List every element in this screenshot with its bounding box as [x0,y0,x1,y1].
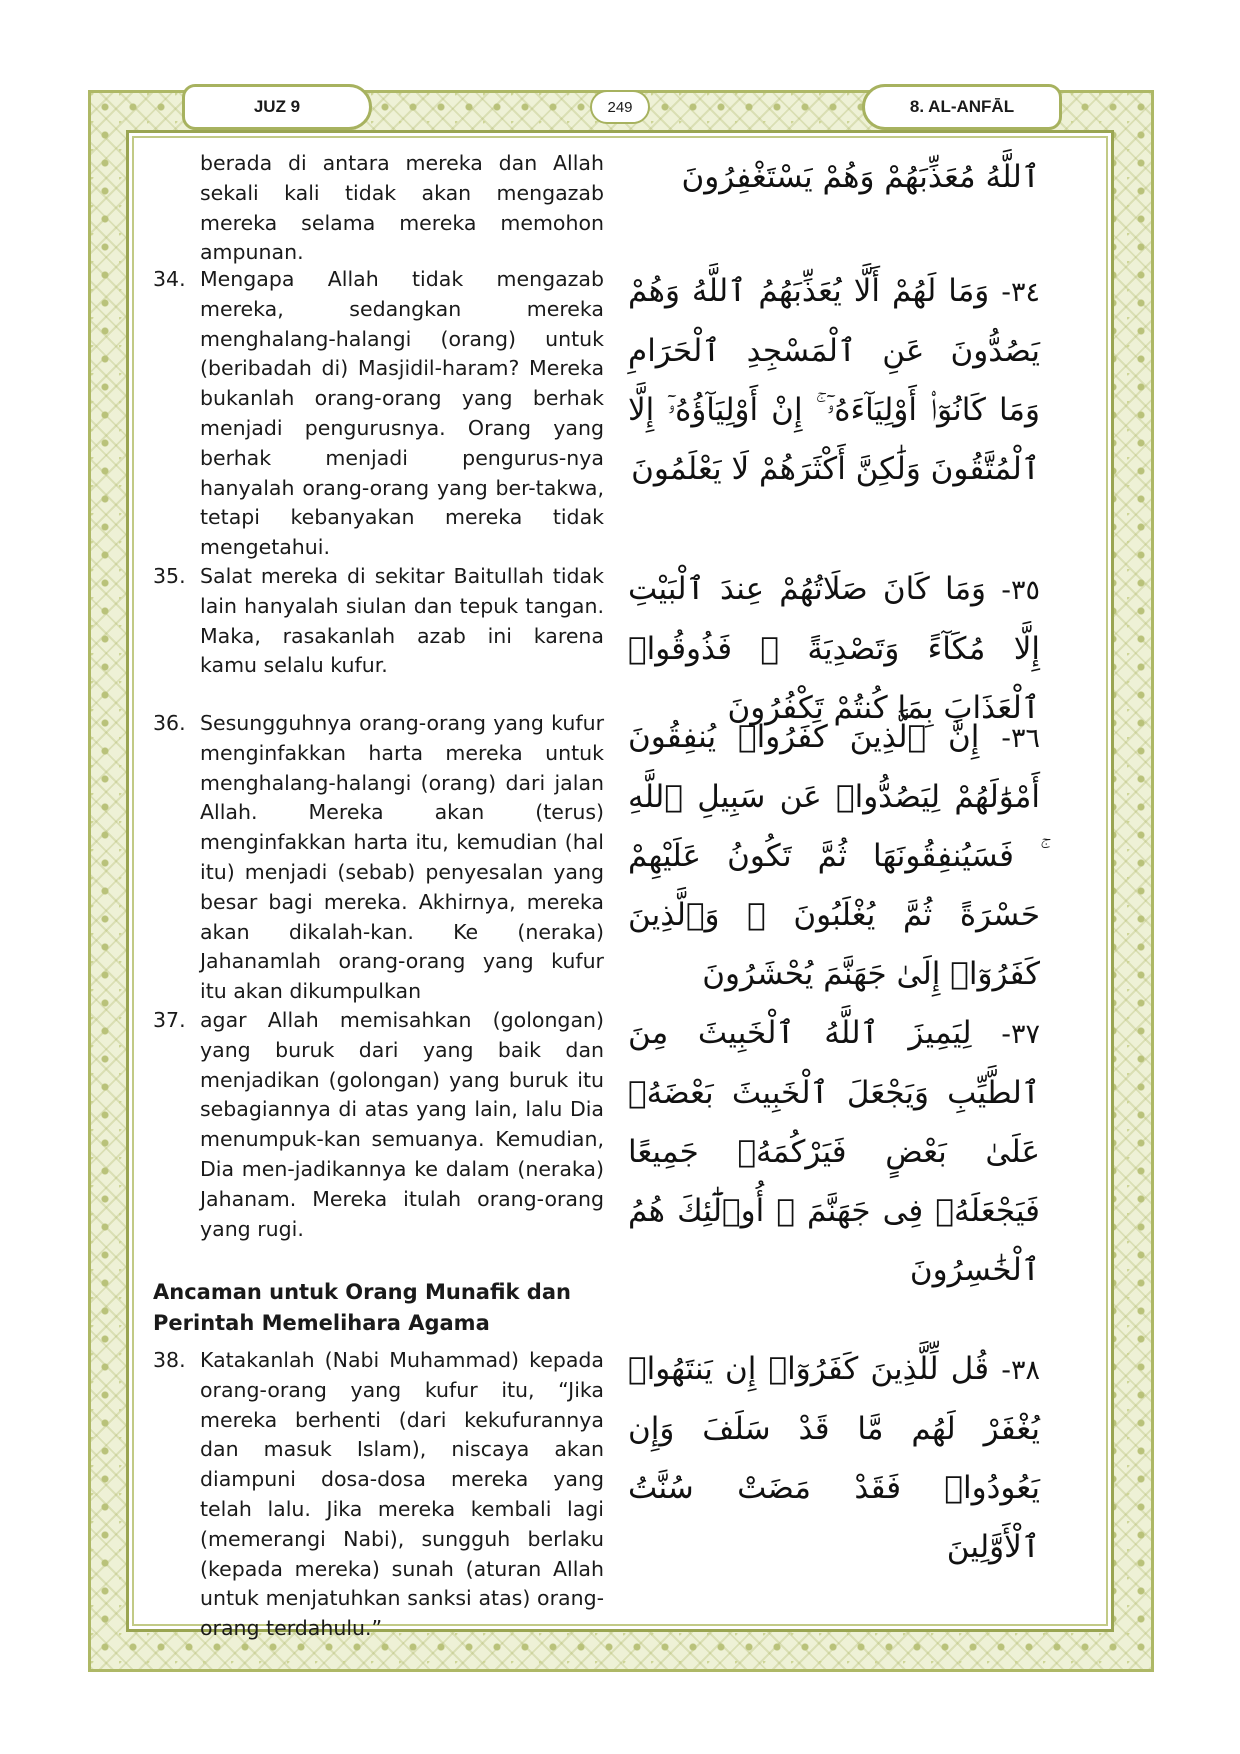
translation-verse-36 [153,709,604,1004]
arabic-verse-36 [628,708,1041,992]
verse-number: 35. [153,564,186,588]
arabic-verse-number: ٣٤- [1001,277,1040,308]
surah-label: 8. AL-ANFĀL [862,84,1062,130]
arabic-verse-number: ٣٧- [1001,1019,1040,1050]
arabic-text: ٱللَّهُ مُعَذِّبَهُمْ وَهُمْ يَسْتَغْفِرُونَ [681,159,1040,195]
translation-verse-37 [153,1006,604,1241]
translation-verse-34 [153,265,604,560]
arabic-text: وَمَا كَانَ صَلَاتُهُمْ عِندَ ٱلْبَيْتِ إِلَّا مُكَآءً وَتَصْدِيَةً ۚ فَذُوقُوا۟ ٱلْعَذَابَ بِمَا كُنتُمْ تَكْفُرُونَ [628,571,1040,726]
translation-text: berada di antara mereka dan Allah sekali kali tidak akan mengazab mereka selama mereka memohon ampunan. [200,151,604,265]
translation-text: Katakanlah (Nabi Muhammad) kepada orang-orang yang kufur itu, “Jika mereka berhenti (dari kekufurannya dan masuk Islam), niscaya akan diampuni dosa-dosa mereka yang telah lalu. Jika mereka kembali lagi (memerangi Nabi), sungguh berlaku (kepada mereka) sunah (aturan Allah untuk menjatuhkan sanksi atas) orang-orang terdahulu.” [200,1348,604,1641]
translation-continued [153,149,604,265]
translation-text: agar Allah memisahkan (golongan) yang buruk dari yang baik dan menjadikan (golongan) yang buruk itu sebagiannya di atas yang lain, lalu Dia menumpuk-kan semuanya. Kemudian, Dia men-jadikannya ke dalam (neraka) Jahanam. Mereka itulah orang-orang yang rugi. [200,1008,604,1241]
arabic-text: قُل لِّلَّذِينَ كَفَرُوٓا۟ إِن يَنتَهُوا۟ يُغْفَرْ لَهُم مَّا قَدْ سَلَفَ وَإِن يَعُودُوا۟ فَقَدْ مَضَتْ سُنَّتُ ٱلْأَوَّلِينَ [628,1351,1040,1565]
arabic-continued [628,148,1040,210]
translation-text: Sesungguhnya orang-orang yang kufur menginfakkan harta mereka untuk menghalang-halangi (orang) dari jalan Allah. Mereka akan (terus) menginfakkan harta itu, kemudian (hal itu) menjadi (sebab) penyesalan yang besar bagi mereka. Akhirnya, mereka akan dikalah-kan. Ke (neraka) Jahanamlah orang-orang yang kufur itu akan dikumpulkan [200,711,604,1004]
translation-text: Salat mereka di sekitar Baitullah tidak lain hanyalah siulan dan tepuk tangan. Maka, rasakanlah azab ini karena kamu selalu kufur. [200,564,604,678]
translation-text: Mengapa Allah tidak mengazab mereka, sedangkan mereka menghalang-halangi (orang) untuk (beribadah di) Masjidil-haram? Mereka bukanlah orang-orang yang berhak menjadi pengurusnya. Orang yang berhak menjadi pengurus-nya hanyalah orang-orang yang ber-takwa, tetapi kebanyakan mereka tidak mengetahui. [200,267,604,560]
arabic-verse-34 [628,262,1040,502]
arabic-verse-number: ٣٨- [1001,1355,1040,1386]
arabic-text: وَمَا لَهُمْ أَلَّا يُعَذِّبَهُمُ ٱللَّهُ وَهُمْ يَصُدُّونَ عَنِ ٱلْمَسْجِدِ ٱلْحَرَامِ وَمَا كَانُوٓا۟ أَوْلِيَآءَهُۥٓ ۚ إِنْ أَوْلِيَآؤُهُۥٓ إِلَّا ٱلْمُتَّقُونَ وَلَٰكِنَّ أَكْثَرَهُمْ لَا يَعْلَمُونَ [628,273,1040,487]
juz-label: JUZ 9 [182,84,372,130]
verse-number: 37. [153,1008,186,1032]
verse-number: 36. [153,711,186,735]
page-number: 249 [590,90,650,124]
arabic-verse-number: ٣٥- [1001,575,1040,606]
translation-verse-38 [153,1346,604,1641]
section-title: Ancaman untuk Orang Munafik dan Perintah Memelihara Agama [153,1280,571,1335]
arabic-verse-35 [628,560,1040,726]
verse-number: 38. [153,1348,186,1372]
verse-number: 34. [153,267,186,291]
arabic-verse-37 [628,1004,1040,1288]
arabic-verse-number: ٣٦- [1001,723,1041,754]
arabic-verse-38 [628,1340,1040,1565]
translation-verse-35 [153,562,604,682]
arabic-text: إِنَّ ٱلَّذِينَ كَفَرُوا۟ يُنفِقُونَ أَمْوَٰلَهُمْ لِيَصُدُّوا۟ عَن سَبِيلِ ٱللَّهِ ۚ فَسَيُنفِقُونَهَا ثُمَّ تَكُونُ عَلَيْهِمْ حَسْرَةً ثُمَّ يُغْلَبُونَ ۗ وَٱلَّذِينَ كَفَرُوٓا۟ إِلَىٰ جَهَنَّمَ يُحْشَرُونَ [628,719,1040,992]
arabic-text: لِيَمِيزَ ٱللَّهُ ٱلْخَبِيثَ مِنَ ٱلطَّيِّبِ وَيَجْعَلَ ٱلْخَبِيثَ بَعْضَهُۥ عَلَىٰ بَعْضٍ فَيَرْكُمَهُۥ جَمِيعًا فَيَجْعَلَهُۥ فِى جَهَنَّمَ ۚ أُو۟لَٰٓئِكَ هُمُ ٱلْخَٰسِرُونَ [628,1015,1040,1288]
